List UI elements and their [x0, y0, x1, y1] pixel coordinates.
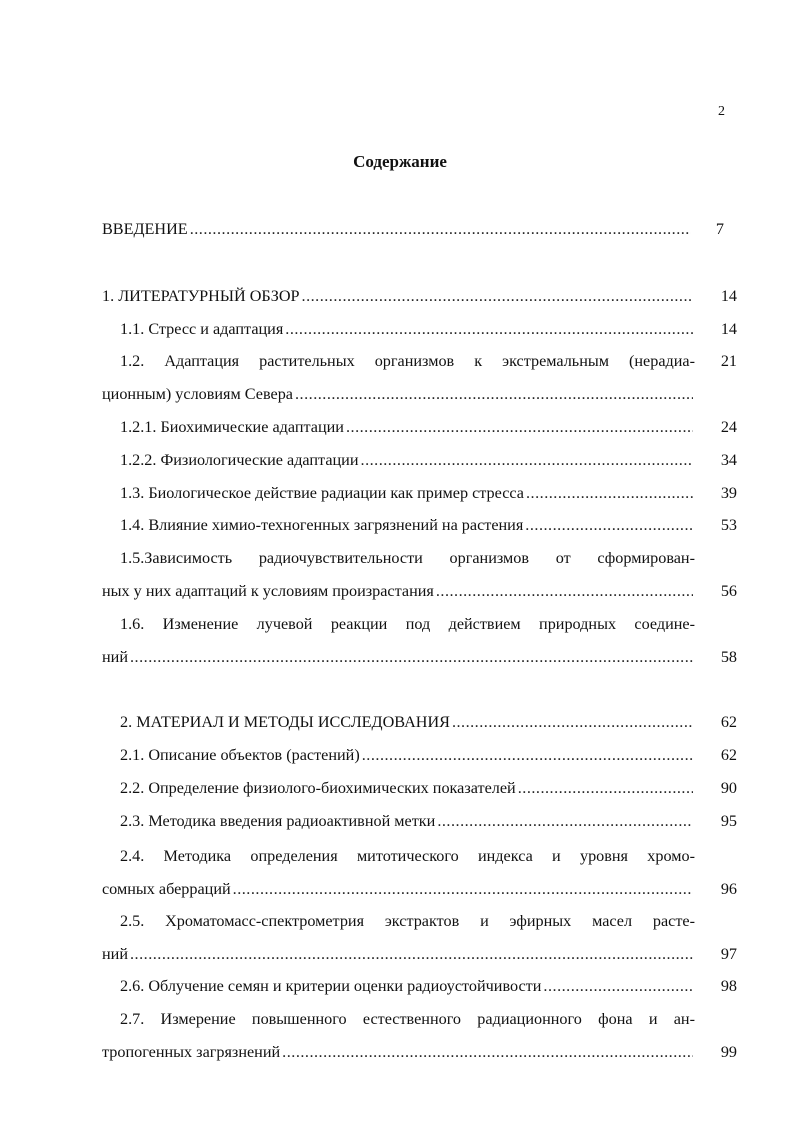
toc-entry[interactable]: [102, 286, 737, 306]
toc-entry-page: 58: [720, 648, 737, 666]
dot-leader: [130, 647, 693, 667]
toc-entry[interactable]: [120, 811, 737, 831]
toc-entry-page: 98: [720, 977, 737, 995]
toc-entry-continuation: [102, 581, 737, 601]
toc-entry-text-line2: ционным) условиям Севера: [102, 385, 293, 403]
toc-entry-page: 24: [720, 418, 737, 436]
toc-entry-text: 1.2.2. Физиологические адаптации: [120, 451, 359, 469]
toc-entry-page: 99: [720, 1043, 737, 1061]
toc-entry-text: 2.3. Методика введения радиоактивной метки: [120, 812, 436, 830]
toc-entry[interactable]: [120, 483, 737, 503]
toc-entry-text-line2: тропогенных загрязнений: [102, 1043, 281, 1061]
toc-entry[interactable]: [120, 712, 737, 732]
toc-entry-text-line2: ных у них адаптаций к условиям произрастания: [102, 582, 434, 600]
toc-entry-page: 62: [720, 713, 737, 731]
toc-entry-text: 1.2.1. Биохимические адаптации: [120, 418, 344, 436]
dot-leader: [361, 450, 693, 470]
toc-entry-page: 96: [720, 880, 737, 898]
toc-entry-page: 97: [720, 945, 737, 963]
toc-entry[interactable]: [120, 417, 737, 437]
toc-entry-text: 1. ЛИТЕРАТУРНЫЙ ОБЗОР: [102, 287, 300, 305]
toc-entry-text-line1: 1.6. Изменение лучевой реакции под действием природных соедине-: [120, 615, 695, 633]
toc-entry-page: 14: [720, 287, 737, 305]
toc-entry-page: 21: [720, 352, 737, 370]
dot-leader: [302, 286, 693, 306]
toc-entry-page: 34: [720, 451, 737, 469]
toc-entry-text: 2.2. Определение физиолого-биохимических показателей: [120, 779, 516, 797]
toc-entry-text: 2. МАТЕРИАЛ И МЕТОДЫ ИССЛЕДОВАНИЯ: [120, 713, 450, 731]
toc-entry-text-line2: ний: [102, 945, 128, 963]
dot-leader: [526, 483, 693, 503]
toc-entry-text: 1.4. Влияние химио-техногенных загрязнений на растения: [120, 516, 524, 534]
toc-title: Содержание: [353, 152, 447, 171]
toc-entry-text-line1: 2.5. Хроматомасс-спектрометрия экстрактов и эфирных масел расте-: [120, 912, 695, 930]
page-number: 2: [718, 104, 725, 119]
dot-leader: [285, 319, 693, 339]
toc-entry-page: 62: [720, 746, 737, 764]
toc-entry[interactable]: [120, 976, 737, 996]
dot-leader: [190, 219, 691, 239]
toc-entry-page: 90: [720, 779, 737, 797]
toc-entry-text-line1: 2.4. Методика определения митотического индекса и уровня хромо-: [120, 847, 695, 865]
toc-entry-text: 2.1. Описание объектов (растений): [120, 746, 360, 764]
dot-leader: [518, 778, 693, 798]
toc-entry-text-line2: сомных аберраций: [102, 880, 231, 898]
dot-leader: [436, 581, 693, 601]
dot-leader: [452, 712, 693, 732]
toc-entry-page: 56: [720, 582, 737, 600]
toc-entry[interactable]: [120, 450, 737, 470]
toc-entry-text: 1.1. Стресс и адаптация: [120, 320, 284, 338]
toc-entry-continuation: [102, 1042, 737, 1062]
dot-leader: [525, 515, 693, 535]
toc-entry-text-line1: 1.2. Адаптация растительных организмов к экстремальным (нерадиа-: [120, 352, 695, 370]
dot-leader: [437, 811, 693, 831]
toc-entry-text-line2: ний: [102, 648, 128, 666]
toc-entry-page: 95: [720, 812, 737, 830]
dot-leader: [362, 745, 693, 765]
toc-entry[interactable]: [102, 219, 724, 239]
toc-entry-page: 39: [720, 484, 737, 502]
toc-entry-page: 14: [720, 320, 737, 338]
toc-entry[interactable]: [120, 319, 737, 339]
toc-entry-continuation: [102, 879, 737, 899]
toc-entry-continuation: [102, 647, 737, 667]
toc-entry[interactable]: [120, 778, 737, 798]
toc-entry-page: 7: [715, 220, 724, 238]
toc-entry-text: ВВЕДЕНИЕ: [102, 220, 188, 238]
toc-entry-text-line1: 2.7. Измерение повышенного естественного радиационного фона и ан-: [120, 1010, 695, 1028]
toc-entry-text: 2.6. Облучение семян и критерии оценки радиоустойчивости: [120, 977, 542, 995]
toc-entry-text-line1: 1.5.Зависимость радиочувствительности организмов от сформирован-: [120, 549, 695, 567]
dot-leader: [130, 944, 693, 964]
dot-leader: [346, 417, 693, 437]
toc-entry-page: 53: [720, 516, 737, 534]
toc-entry[interactable]: [120, 745, 737, 765]
toc-entry-continuation: [102, 384, 695, 404]
toc-entry[interactable]: [120, 515, 737, 535]
dot-leader: [233, 879, 693, 899]
dot-leader: [282, 1042, 693, 1062]
toc-entry-text: 1.3. Биологическое действие радиации как пример стресса: [120, 484, 524, 502]
dot-leader: [295, 384, 693, 404]
toc-entry-continuation: [102, 944, 737, 964]
dot-leader: [543, 976, 693, 996]
